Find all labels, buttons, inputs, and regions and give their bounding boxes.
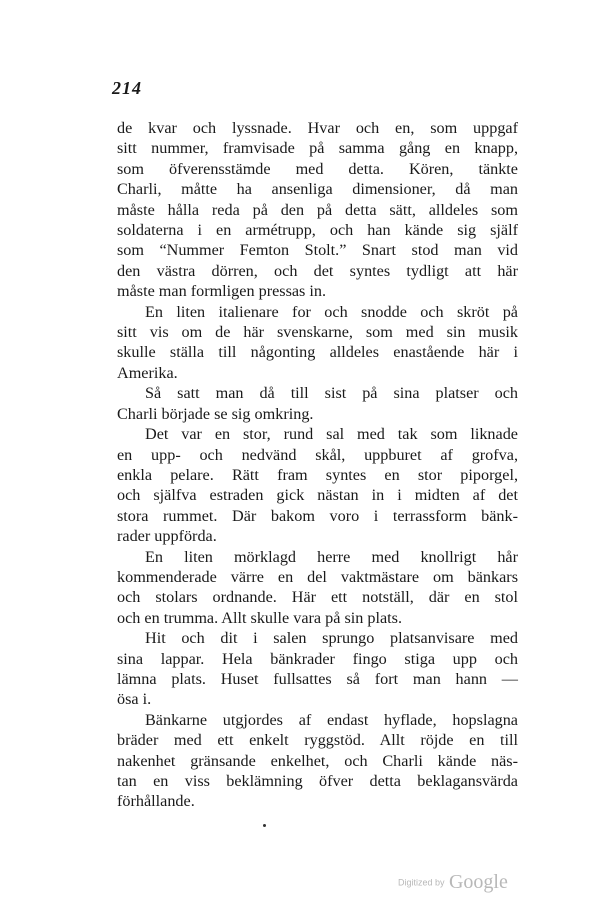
paragraph: [117, 383, 518, 424]
text-line: sina lappar. Hela bänkrader fingo stiga upp och: [117, 649, 518, 668]
text-line: kommenderade värre en del vaktmästare om bänkars: [117, 567, 518, 586]
text-line: sitt vis om de här svenskarne, som med sin musik: [117, 323, 518, 342]
digitization-watermark: [398, 871, 508, 894]
text-line: sitt nummer, framvisade på samma gång en knapp,: [117, 139, 518, 158]
text-line: och stolars ordnande. Här ett notställ, där en stol: [117, 588, 518, 607]
text-line: den västra dörren, och det syntes tydligt att här: [117, 261, 518, 280]
text-line: ösa i.: [117, 690, 152, 709]
paragraph: [117, 118, 518, 302]
print-speck: [263, 824, 266, 827]
text-line: tan en viss beklämning öfver detta beklagansvärda: [117, 772, 518, 790]
text-line: nakenhet gränsande enkelhet, och Charli kände näs-: [117, 751, 518, 770]
text-line: som “Nummer Femton Stolt.” Snart stod man vid: [117, 241, 518, 260]
body-text: [117, 118, 518, 812]
text-line: lämna plats. Huset fullsattes så fort man hann —: [117, 669, 518, 688]
text-line: soldaterna i en armétrupp, och han kände sig själf: [117, 221, 518, 240]
text-line: En liten italienare for och snodde och skröt på: [145, 302, 518, 321]
text-line: de kvar och lyssnade. Hvar och en, som uppgaf: [117, 119, 518, 137]
text-line: Charli, måtte ha ansenliga dimensioner, då man: [117, 180, 518, 199]
text-line: Hit och dit i salen sprungo platsanvisare med: [145, 629, 518, 648]
text-line: En liten mörklagd herre med knollrigt hår: [145, 547, 518, 566]
text-line: och en trumma. Allt skulle vara på sin plats.: [117, 608, 403, 627]
text-line: måste hålla reda på den på detta sätt, alldeles som: [117, 200, 518, 219]
watermark-brand: Google: [448, 871, 508, 893]
watermark-prefix: Digitized by: [398, 877, 445, 888]
text-line: Amerika.: [117, 363, 178, 382]
text-line: bräder med ett enkelt ryggstöd. Allt röjde en till: [117, 731, 518, 750]
text-line: Charli började se sig omkring.: [117, 404, 314, 423]
page-number: 214: [112, 78, 142, 98]
text-line: enkla pelare. Rätt fram syntes en stor piporgel,: [117, 465, 518, 484]
text-line: och själfva estraden gick nästan in i midten af det: [117, 486, 518, 505]
text-line: skulle ställa till någonting alldeles enastående här i: [117, 343, 518, 362]
text-line: en upp- och nedvänd skål, uppburet af grofva,: [117, 445, 518, 464]
paragraph: [117, 424, 518, 546]
paragraph: [117, 628, 518, 710]
text-line: förhållande.: [117, 792, 195, 811]
text-line: stora rummet. Där bakom voro i terrassform bänk-: [117, 506, 518, 525]
paragraph: [117, 302, 518, 384]
paragraph: [117, 547, 518, 629]
text-line: rader uppförda.: [117, 527, 217, 546]
text-line: som öfverensstämde med detta. Kören, tänkte: [117, 159, 518, 178]
paragraph: [117, 710, 518, 812]
text-line: måste man formligen pressas in.: [117, 282, 327, 301]
text-line: Bänkarne utgjordes af endast hyflade, hopslagna: [145, 710, 518, 729]
text-line: Så satt man då till sist på sina platser och: [145, 384, 518, 403]
text-line: Det var en stor, rund sal med tak som liknade: [145, 425, 518, 444]
